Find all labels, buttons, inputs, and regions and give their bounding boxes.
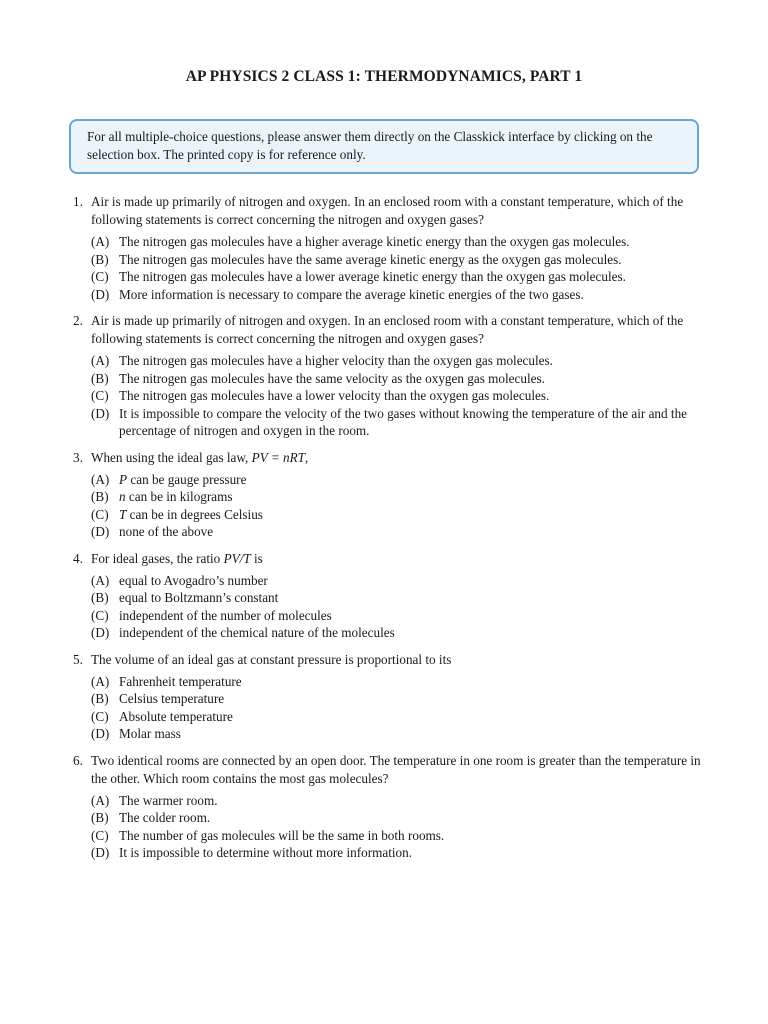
option-a: (A) equal to Avogadro’s number: [91, 572, 268, 588]
option-b: (B) equal to Boltzmann’s constant: [91, 590, 279, 605]
question-3: [73, 449, 713, 541]
option-a: (A) The nitrogen gas molecules have a higher velocity than the oxygen gas molecules.: [91, 353, 553, 368]
option-a: (A) Fahrenheit temperature: [91, 673, 242, 689]
option-c: (C) The nitrogen gas molecules have a lower velocity than the oxygen gas molecules.: [91, 388, 550, 403]
question-list: [73, 193, 713, 871]
option-d: (D) none of the above: [91, 524, 214, 539]
option-b: (B) The colder room.: [91, 810, 211, 825]
question-5: [73, 651, 713, 743]
question-number: 2.: [73, 313, 83, 328]
question-6: [73, 752, 713, 862]
instructions-text: For all multiple-choice questions, please answer them directly on the Classkick interface by clicking on the selection box. The printed copy is for reference only.: [87, 129, 653, 162]
instructions-box: [69, 119, 699, 174]
option-b: (B) The nitrogen gas molecules have the same velocity as the oxygen gas molecules.: [91, 370, 545, 386]
question-number: 5.: [73, 651, 83, 667]
ratio-expression: PV/T: [223, 550, 251, 566]
option-d: (D) Molar mass: [91, 726, 181, 741]
option-c: (C) T can be in degrees Celsius: [91, 506, 263, 522]
question-stem: The volume of an ideal gas at constant pressure is proportional to its: [91, 651, 452, 667]
question-stem: When using the ideal gas law, PV = nRT,: [91, 449, 309, 465]
option-d: (D) It is impossible to compare the velocity of the two gases without knowing the temperature of the air and the percentage of nitrogen and oxygen in the room.: [91, 405, 688, 438]
question-stem: Air is made up primarily of nitrogen and oxygen. In an enclosed room with a constant temperature, which of the following statements is correct concerning the nitrogen and oxygen gases?: [91, 194, 684, 227]
question-number: 4.: [73, 550, 83, 566]
option-a: (A) The warmer room.: [91, 792, 218, 808]
option-c: (C) The number of gas molecules will be the same in both rooms.: [91, 827, 445, 843]
option-a: (A) P can be gauge pressure: [91, 471, 247, 487]
option-b: (B) n can be in kilograms: [91, 489, 233, 504]
option-a: (A) The nitrogen gas molecules have a higher average kinetic energy than the oxygen gas molecules.: [91, 234, 630, 249]
ideal-gas-law-equation: PV = nRT: [251, 449, 306, 465]
question-1: [73, 193, 713, 303]
option-d: (D) More information is necessary to compare the average kinetic energies of the two gases.: [91, 286, 584, 302]
option-c: (C) The nitrogen gas molecules have a lower average kinetic energy than the oxygen gas molecules.: [91, 269, 626, 284]
page-title: AP PHYSICS 2 CLASS 1: THERMODYNAMICS, PART 1: [185, 68, 583, 85]
question-number: 1.: [73, 194, 83, 209]
question-stem: Air is made up primarily of nitrogen and oxygen. In an enclosed room with a constant temperature, which of the following statements is correct concerning the nitrogen and oxygen gases?: [91, 313, 684, 346]
question-number: 3.: [73, 449, 83, 465]
question-2: [73, 312, 713, 440]
option-b: (B) Celsius temperature: [91, 691, 225, 706]
question-stem: Two identical rooms are connected by an open door. The temperature in one room is greater than the temperature in the other. Which room contains the most gas molecules?: [91, 752, 701, 786]
option-c: (C) independent of the number of molecules: [91, 607, 332, 623]
question-stem: For ideal gases, the ratio PV/T is: [91, 550, 263, 566]
question-number: 6.: [73, 752, 83, 768]
option-d: (D) independent of the chemical nature of the molecules: [91, 625, 395, 640]
option-b: (B) The nitrogen gas molecules have the same average kinetic energy as the oxygen gas molecules.: [91, 251, 622, 267]
question-4: [73, 550, 713, 642]
option-c: (C) Absolute temperature: [91, 708, 233, 724]
option-d: (D) It is impossible to determine without more information.: [91, 845, 413, 860]
